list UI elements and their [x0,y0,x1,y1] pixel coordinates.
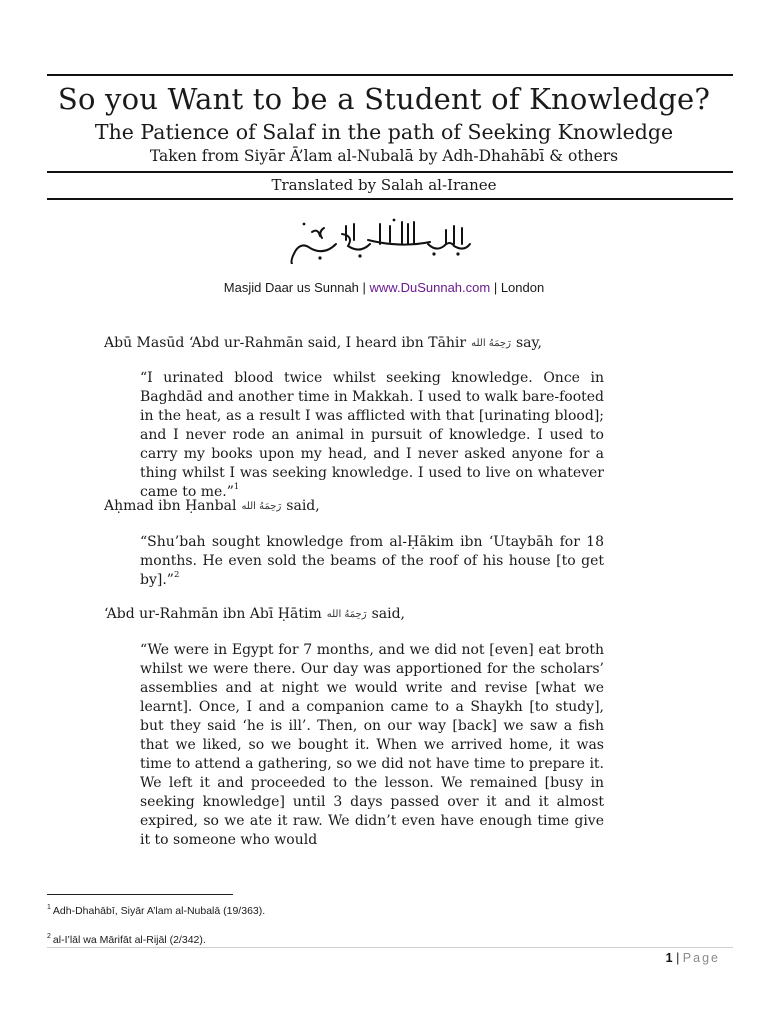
footnote-ref-2[interactable]: 2 [173,570,180,580]
quote-block-3 [140,641,604,850]
masjid-line [0,280,768,295]
website-link[interactable]: www.DuSunnah.com [369,280,491,295]
page-footer-rule [47,947,733,948]
quote-text: “Shu’bah sought knowledge from al-Ḥākim ibn ‘Utaybāh for 18 months. He even sold the beams of the roof of his house [to get by].” [140,534,604,588]
quote-text: “We were in Egypt for 7 months, and we did not [even] eat broth whilst we were there. Our day was apportioned for the scholars’ assemblies and at night we would write and revise [what we learnt]. Once, I and a companion came to a Shaykh [to study], but they said ‘he is ill’. Then, on our way [back] we saw a fish that we liked, so we bought it. When we arrived home, it was time to attend a gathering, so we did not have time to prepare it. We left it and proceeded to the lesson. We remained [busy in seeking knowledge] until 3 days passed over it and it almost expired, so we ate it raw. We didn’t even have enough time give it to someone who would [140,642,604,848]
footnote-separator [47,894,233,895]
page-number [666,951,720,965]
narration-intro-1 [104,335,542,351]
quote-text: “I urinated blood twice whilst seeking knowledge. Once in Baghdād and another time in Makkah. I used to walk bare-footed in the heat, as a result I was afflicted with that [urinating blood]; and I never rode an animal in pursuit of knowledge. I used to carry my books upon my head, and I never asked anyone for a thing whilst I was seeking knowledge. I used to live on whatever came to me.” [140,370,604,500]
honorific-glyph: رَحِمَهُ الله [241,501,282,512]
svg-text:بسم الله الرحمن الرحيم: بسم الله الرحمن الرحيم [378,262,390,263]
footnote-1 [47,904,265,917]
footnote-ref-1[interactable]: 1 [233,482,240,492]
narration-verb: said, [371,606,405,622]
quote-block-2 [140,533,604,590]
honorific-glyph: رَحِمَهُ الله [326,609,367,620]
footnote-number: 2 [47,933,51,940]
masjid-name: Masjid Daar us Sunnah | [223,280,366,295]
header-bottom-rule [47,198,733,200]
narration-intro-2 [104,498,320,514]
honorific-glyph: رَحِمَهُ الله [471,338,511,349]
document-subtitle: The Patience of Salaf in the path of Seeking Knowledge [94,120,674,144]
narration-verb: say, [515,335,542,351]
footnote-number: 1 [47,904,51,911]
narrator-name: Aḥmad ibn Ḥanbal [104,498,237,514]
page-number-value: 1 [665,951,673,965]
masjid-city: | London [493,280,545,295]
narrator-name: ‘Abd ur-Rahmān ibn Abī Ḥātim [104,606,322,622]
narration-intro-3 [104,606,405,622]
quote-block-1 [140,369,604,502]
footnote-text: Adh-Dhahābī, Siyār A’lam al-Nubalā (19/363). [52,905,266,917]
footnote-text: al-I’lāl wa Mārifāt al-Rijāl (2/342). [52,934,206,946]
document-title: So you Want to be a Student of Knowledge? [57,82,711,116]
narrator-name: Abū Masūd ‘Abd ur-Rahmān said, I heard ibn Tāhir [104,335,467,351]
header-divider [47,171,733,173]
page-separator: | [676,951,680,965]
page-label: Page [682,951,720,965]
source-line: Taken from Siyār Ā’lam al-Nubalā by Adh-Dhahābī & others [149,147,619,165]
narration-verb: said, [286,498,320,514]
basmala-calligraphy [284,214,484,264]
top-rule [47,74,733,76]
translator-line: Translated by Salah al-Iranee [271,176,497,194]
footnote-2 [47,933,206,946]
